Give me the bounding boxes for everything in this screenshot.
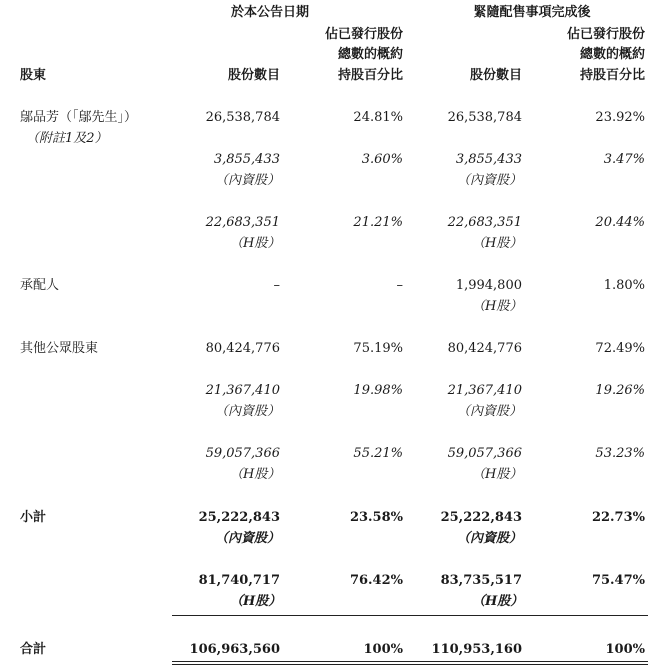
public-total-shares-b: 80,424,776: [447, 341, 522, 356]
subtotal-h-pct-a: 76.42%: [349, 573, 403, 588]
public-dom-shares-b: 21,367,410: [447, 383, 522, 398]
subtotal-dom-shares-b: 25,222,843: [440, 510, 522, 525]
kwong-h-label-a: （H股）: [230, 236, 281, 251]
subtotal-dom-label-b: （內資股）: [457, 531, 523, 546]
total-shares-b: 110,953,160: [431, 642, 522, 657]
public-total-shares-a: 80,424,776: [205, 341, 280, 356]
placee-shares-b: 1,994,800: [455, 278, 522, 293]
kwong-total-pct-b: 23.92%: [595, 110, 645, 125]
row-subtotal-name: 小計: [20, 510, 47, 525]
public-h-label-b: （H股）: [472, 467, 523, 482]
public-dom-pct-b: 19.26%: [595, 383, 645, 398]
public-total-pct-a: 75.19%: [353, 341, 403, 356]
subtotal-h-label-a: （H股）: [230, 594, 282, 609]
subtotal-h-pct-b: 75.47%: [591, 573, 645, 588]
row-public-name: 其他公眾股東: [20, 341, 99, 356]
pct-header-line3-b: 持股百分比: [579, 68, 645, 83]
kwong-h-shares-b: 22,683,351: [447, 215, 522, 230]
public-h-label-a: （H股）: [230, 467, 281, 482]
kwong-total-pct-a: 24.81%: [353, 110, 403, 125]
placee-shares-a: –: [273, 278, 280, 293]
kwong-h-label-b: （H股）: [472, 236, 523, 251]
row-total-name: 合計: [20, 642, 47, 657]
kwong-h-pct-b: 20.44%: [595, 215, 645, 230]
kwong-h-shares-a: 22,683,351: [205, 215, 280, 230]
public-h-pct-b: 53.23%: [595, 446, 645, 461]
subtotal-dom-pct-b: 22.73%: [591, 510, 645, 525]
kwong-dom-shares-a: 3,855,433: [213, 152, 280, 167]
kwong-dom-shares-b: 3,855,433: [455, 152, 522, 167]
row-placee-name: 承配人: [20, 278, 60, 293]
total-bottom-rule-2: [172, 664, 648, 665]
total-shares-a: 106,963,560: [189, 642, 280, 657]
group1-title: 於本公告日期: [230, 5, 309, 20]
total-bottom-rule-1: [172, 661, 648, 662]
public-h-pct-a: 55.21%: [353, 446, 403, 461]
row-kwong-name: 鄔品芳（「鄔先生」）: [20, 110, 138, 125]
shares-header-a: 股份數目: [227, 68, 280, 83]
kwong-total-shares-b: 26,538,784: [447, 110, 522, 125]
placee-pct-a: –: [396, 278, 403, 293]
pct-header-line3-a: 持股百分比: [337, 68, 403, 83]
shares-header-b: 股份數目: [469, 68, 522, 83]
pct-header-line2-b: 總數的概約: [579, 47, 645, 62]
subtotal-h-shares-a: 81,740,717: [198, 573, 280, 588]
public-dom-pct-a: 19.98%: [353, 383, 403, 398]
public-h-shares-a: 59,057,366: [205, 446, 280, 461]
total-top-rule: [172, 615, 648, 616]
placee-h-label-b: （H股）: [472, 299, 523, 314]
public-dom-label-a: （內資股）: [215, 404, 281, 419]
pct-header-line1-b: 佔已發行股份: [566, 27, 645, 42]
placee-pct-b: 1.80%: [603, 278, 645, 293]
subtotal-h-shares-b: 83,735,517: [440, 573, 522, 588]
pct-header-line1-a: 佔已發行股份: [324, 27, 403, 42]
total-pct-b: 100%: [605, 642, 645, 657]
kwong-dom-pct-b: 3.47%: [603, 152, 645, 167]
kwong-dom-pct-a: 3.60%: [361, 152, 403, 167]
group2-title: 緊隨配售事項完成後: [473, 5, 591, 20]
row-kwong-note: （附註1及2）: [26, 131, 108, 146]
total-pct-a: 100%: [363, 642, 403, 657]
public-h-shares-b: 59,057,366: [447, 446, 522, 461]
public-dom-shares-a: 21,367,410: [205, 383, 280, 398]
pct-header-line2-a: 總數的概約: [337, 47, 403, 62]
kwong-dom-label-b: （內資股）: [457, 173, 523, 188]
subtotal-h-label-b: （H股）: [472, 594, 524, 609]
subtotal-dom-pct-a: 23.58%: [349, 510, 403, 525]
kwong-total-shares-a: 26,538,784: [205, 110, 280, 125]
shareholder-header: 股東: [20, 68, 47, 83]
kwong-dom-label-a: （內資股）: [215, 173, 281, 188]
public-dom-label-b: （內資股）: [457, 404, 523, 419]
subtotal-dom-shares-a: 25,222,843: [198, 510, 280, 525]
kwong-h-pct-a: 21.21%: [353, 215, 403, 230]
subtotal-dom-label-a: （內資股）: [215, 531, 281, 546]
public-total-pct-b: 72.49%: [595, 341, 645, 356]
